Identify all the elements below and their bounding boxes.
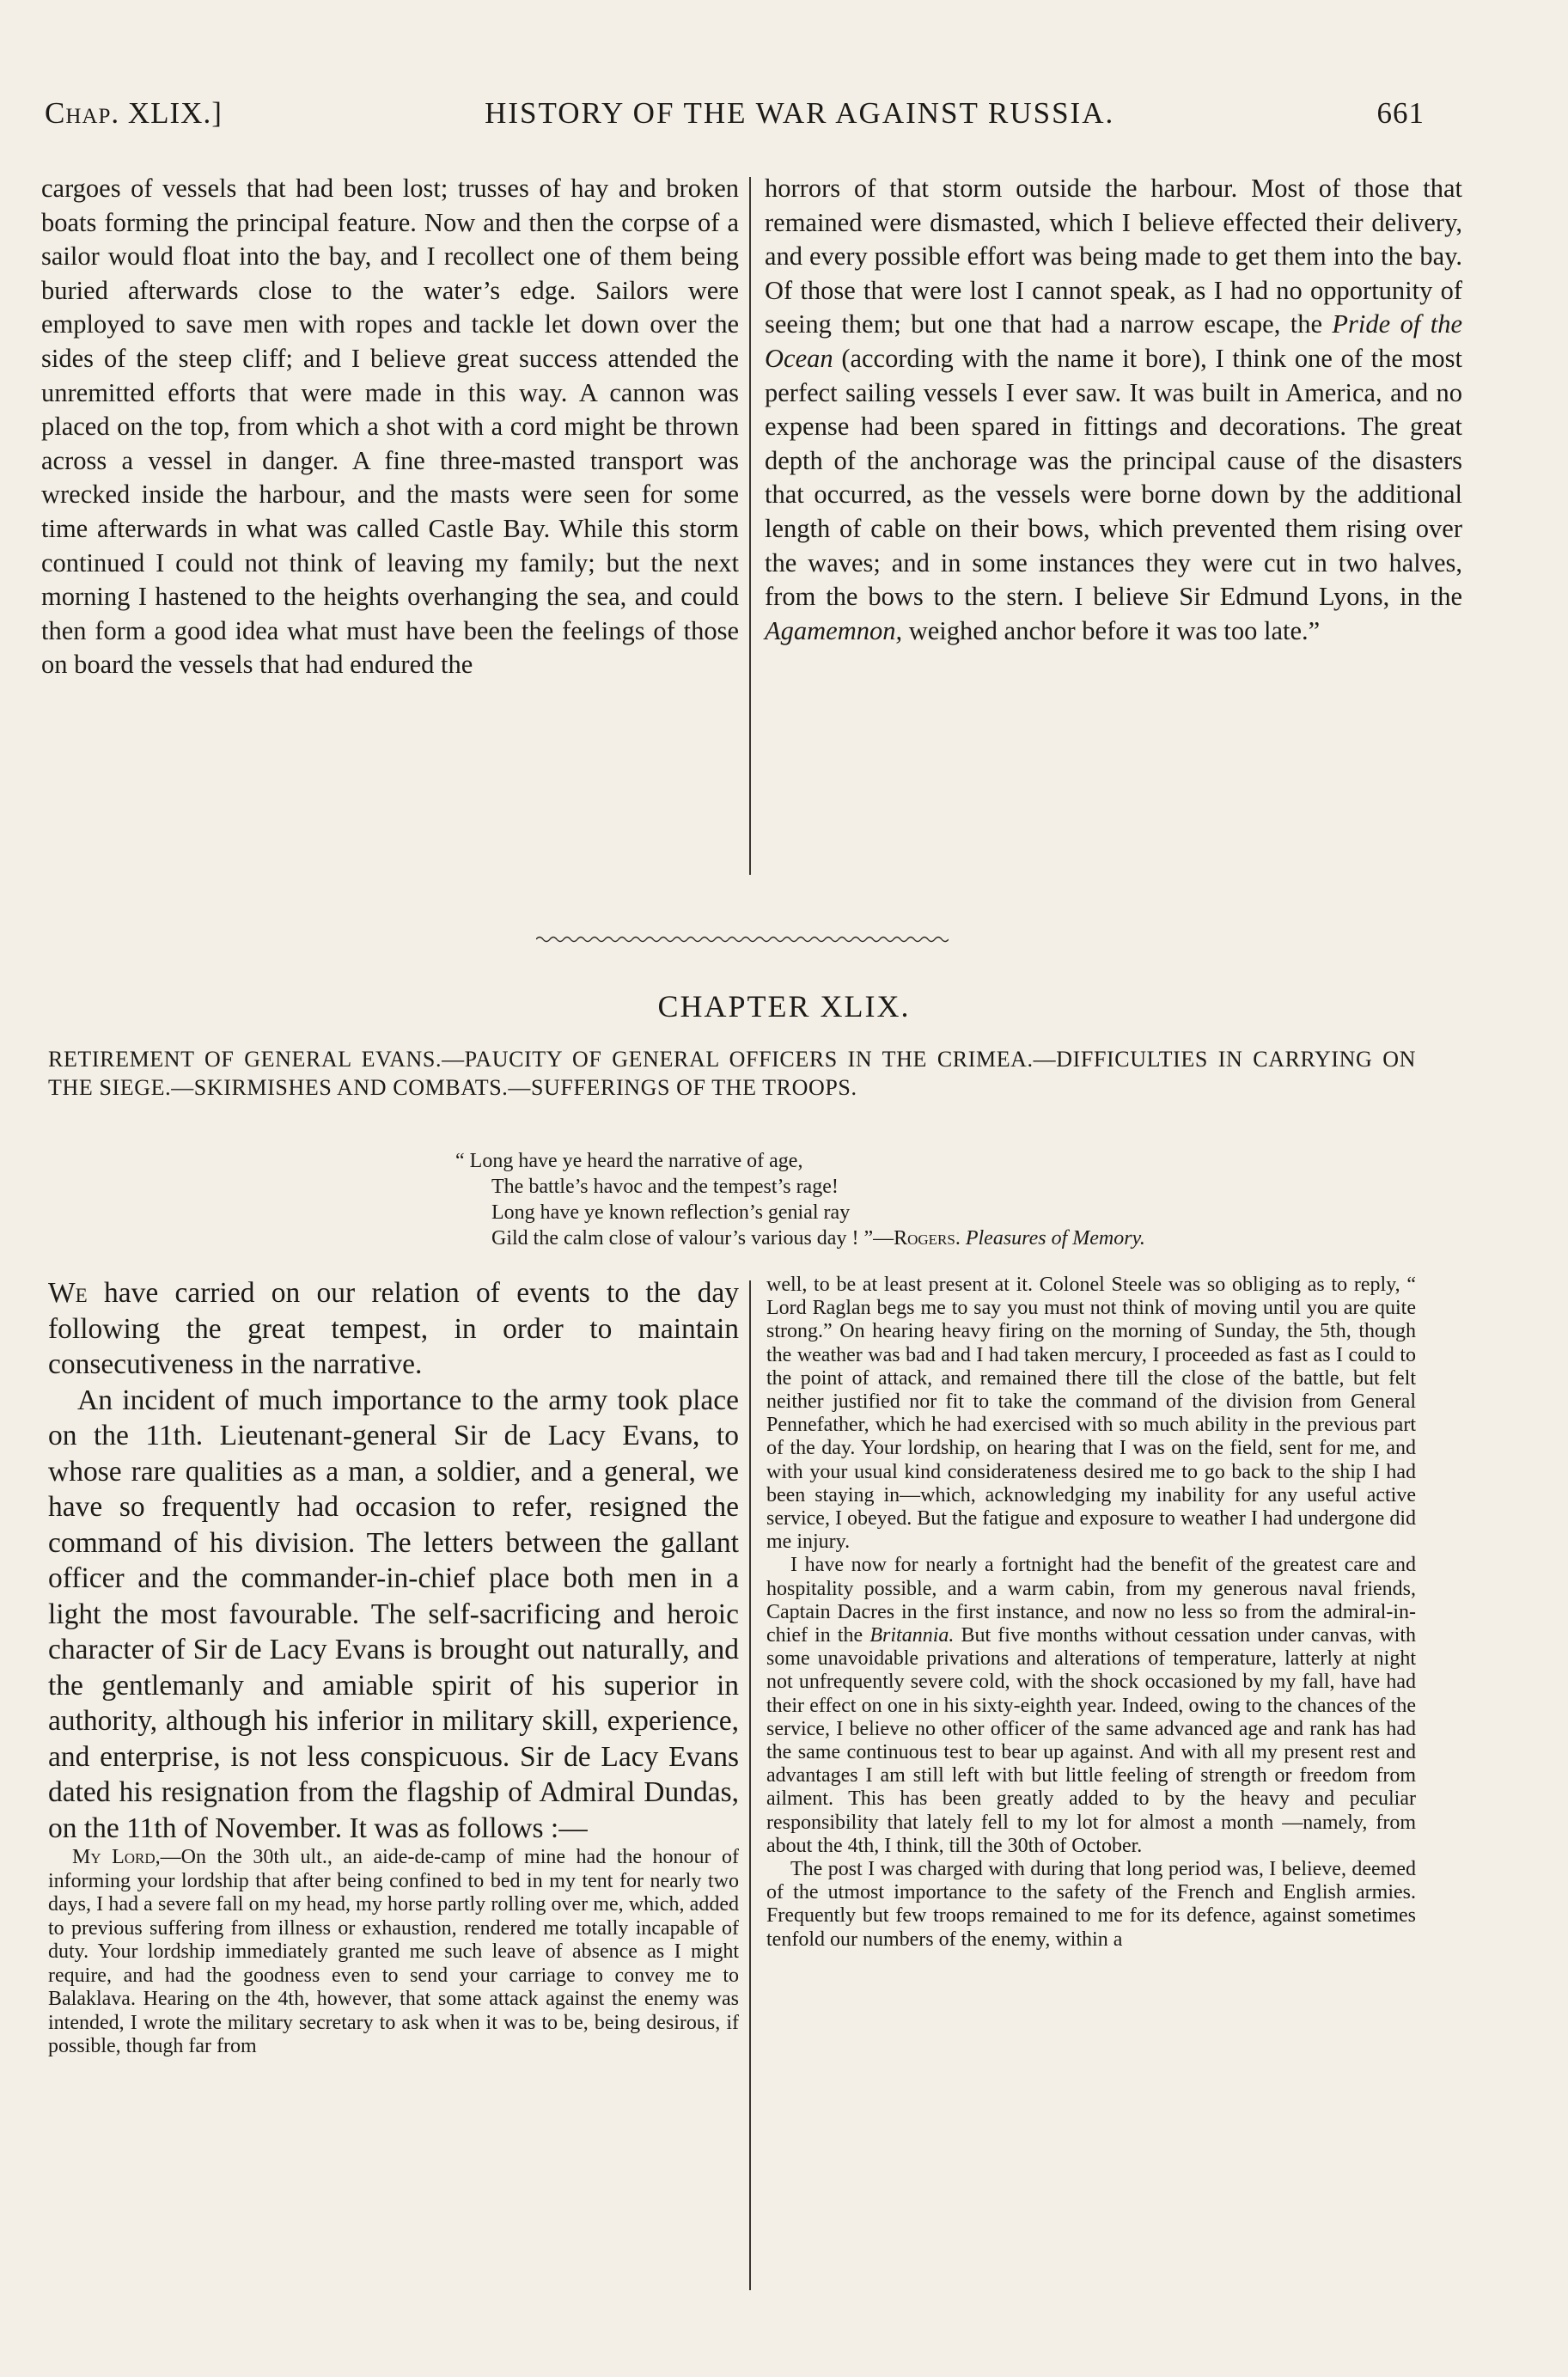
ship-name-britannia: Britannia. bbox=[869, 1624, 955, 1647]
letter-paragraph: The post I was charged with during that long period was, I believe, deemed of the utmost importance to the safety of the French and English armies. Frequently but few troops remained to me for its defence, against sometimes tenfold our numbers of the enemy, within a bbox=[766, 1858, 1416, 1951]
ornamental-wavy-rule bbox=[536, 933, 949, 945]
opening-word: We bbox=[48, 1277, 88, 1309]
epigraph-work: Pleasures of Memory. bbox=[965, 1227, 1145, 1250]
running-head bbox=[45, 96, 1425, 131]
bottom-right-column bbox=[766, 1274, 1416, 1952]
top-right-text-3: weighed anchor before it was too late.” bbox=[902, 615, 1321, 645]
running-head-chapter: Chap. XLIX.] bbox=[45, 96, 223, 130]
letter-paragraph bbox=[766, 1554, 1416, 1858]
top-left-paragraph: cargoes of vessels that had been lost; trusses of hay and broken boats forming the principal feature. Now and then the corpse of a sailor would float into the bay, and I recollect one of them being buried afterwards close to the water’s edge. Sailors were employed to save men with ropes and tackle let down over the sides of the steep cliff; and I believe great success attended the unremitted efforts that were made in this way. A cannon was placed on the top, from which a shot with a cord might be thrown across a vessel in danger. A fine three-masted transport was wrecked inside the harbour, and the masts were seen for some time afterwards in what was called Castle Bay. While this storm continued I could not think of leaving my family; but the next morning I hastened to the heights overhanging the sea, and could then form a good idea what must have been the feelings of those on board the vessels that had endured the bbox=[41, 174, 739, 680]
top-right-column bbox=[765, 172, 1462, 648]
bottom-left-column bbox=[48, 1275, 739, 2059]
top-right-text-2: (according with the name it bore), I think one of the most perfect sailing vessels I ever saw. It was built in America, and no expense had been spared in fittings and decorations. The great depth of the anchorage was the principal cause of the disasters that occurred, as the vessels were borne down by the additional length of cable on their bows, which prevented them rising over the waves; and in some instances they were cut in two halves, from the bows to the stern. I believe Sir Edmund Lyons, in the bbox=[765, 343, 1462, 612]
epigraph bbox=[455, 1148, 1426, 1251]
chapter-title: CHAPTER XLIX. bbox=[657, 989, 911, 1024]
epigraph-line: Long have ye known reflection’s genial ray bbox=[491, 1201, 851, 1224]
top-right-paragraph bbox=[765, 172, 1462, 648]
letter-salutation: My Lord, bbox=[72, 1846, 161, 1868]
page-number: 661 bbox=[1376, 96, 1425, 130]
running-head-title: HISTORY OF THE WAR AGAINST RUSSIA. bbox=[485, 96, 1115, 130]
epigraph-line: The battle’s havoc and the tempest’s rage! bbox=[491, 1176, 839, 1198]
letter-text: —On the 30th ult., an aide-de-camp of mine had the honour of informing your lordship that after being confined to bed in my tent for nearly two days, I had a severe fall on my head, my horse partly rolling over me, which, added to previous suffering from illness or exhaustion, rendered me totally incapable of duty. Your lordship immediately granted me such leave of absence as I might require, and had the goodness even to send your carriage to convey me to Balaklava. Hearing on the 4th, however, that some attack against the enemy was intended, I wrote the military secretary to ask when it was to be, being desirous, if possible, though far from bbox=[48, 1846, 739, 2057]
ship-name-agamemnon: Agamemnon, bbox=[765, 615, 903, 645]
letter-continuation-paragraph: well, to be at least present at it. Colonel Steele was so obliging as to reply, “ Lord Raglan begs me to say you must not think of moving until you are quite strong.” On hearing heavy firing on the morning of Sunday, the 5th, though the weather was bad and I had taken mercury, I proceeded as fast as I could to the point of attack, and remained there till the close of the battle, but felt neither justified nor fit to take the command of the division from General Pennefather, which he had exercised with so much ability in the previous part of the day. Your lordship, on hearing that I was on the field, sent for me, and with your usual kind considerateness desired me to go back to the ship I had been staying in—which, acknowledging my inability for any useful active service, I obeyed. But the fatigue and exposure to weather I had undergone did me injury. bbox=[766, 1274, 1416, 1554]
epigraph-line: Gild the calm close of valour’s various day ! ”— bbox=[491, 1227, 894, 1250]
top-right-text-1: horrors of that storm outside the harbour. Most of those that remained were dismasted, which I believe effected their delivery, and every possible effort was being made to get them into the bay. Of those that were lost I cannot speak, as I had no opportunity of seeing them; but one that had a narrow escape, the bbox=[765, 174, 1462, 339]
letter-paragraph bbox=[48, 1846, 739, 2059]
column-divider-bottom bbox=[749, 1280, 751, 2290]
letter-text: I have now for nearly a fortnight had the benefit of the greatest care and hospitality possible, and a warm cabin, from my generous naval friends, Captain Dacres in the first instance, and now no less so from the admiral-in-chief in the bbox=[766, 1554, 1416, 1647]
top-left-column bbox=[41, 172, 739, 682]
chapter-summary: RETIREMENT OF GENERAL EVANS.—PAUCITY OF GENERAL OFFICERS IN THE CRIMEA.—DIFFICULTIES IN CARRYING ON THE SIEGE.—SKIRMISHES AND COMBATS.—SUFFERINGS OF THE TROOPS. bbox=[48, 1047, 1416, 1100]
opening-paragraph bbox=[48, 1275, 739, 1383]
epigraph-author: Rogers. bbox=[894, 1227, 961, 1250]
narrative-paragraph: An incident of much importance to the army took place on the 11th. Lieutenant-general Sir de Lacy Evans, to whose rare qualities as a man, a soldier, and a general, we have so frequently had occasion to refer, resigned the command of his division. The letters between the gallant officer and the commander-in-chief place both men in a light the most favourable. The self-sacrificing and heroic character of Sir de Lacy Evans is brought out naturally, and the gentlemanly and amiable spirit of his superior in authority, although his inferior in military skill, experience, and enterprise, is not less conspicuous. Sir de Lacy Evans dated his resignation from the flagship of Admiral Dundas, on the 11th of November. It was as follows :— bbox=[48, 1384, 739, 1844]
ship-name-pride: Pride of the Ocean bbox=[765, 309, 1463, 373]
column-divider-top bbox=[749, 177, 751, 875]
epigraph-line: “ Long have ye heard the narrative of age, bbox=[455, 1150, 803, 1172]
epigraph-line-final bbox=[455, 1225, 1426, 1251]
letter-text: But five months without cessation under canvas, with some unavoidable privations and alterations of temperature, latterly at night not unfrequently severe cold, with the shock occasioned by my fall, have had their effect on one in his sixty-eighth year. Indeed, owing to the chances of the service, I believe no other officer of the same advanced age and rank has had the same continuous test to bear up against. And with all my present rest and advantages I am still left with but little feeling of strength or freedom from ailment. This has been greatly added to by the heavy and peculiar responsibility that lately fell to my lot for almost a month —namely, from about the 4th, I think, till the 30th of October. bbox=[766, 1624, 1417, 1857]
narrative-text bbox=[48, 1275, 739, 1846]
opening-text: have carried on our relation of events to the day following the great tempest, in order to maintain consecutiveness in the narrative. bbox=[48, 1277, 739, 1380]
